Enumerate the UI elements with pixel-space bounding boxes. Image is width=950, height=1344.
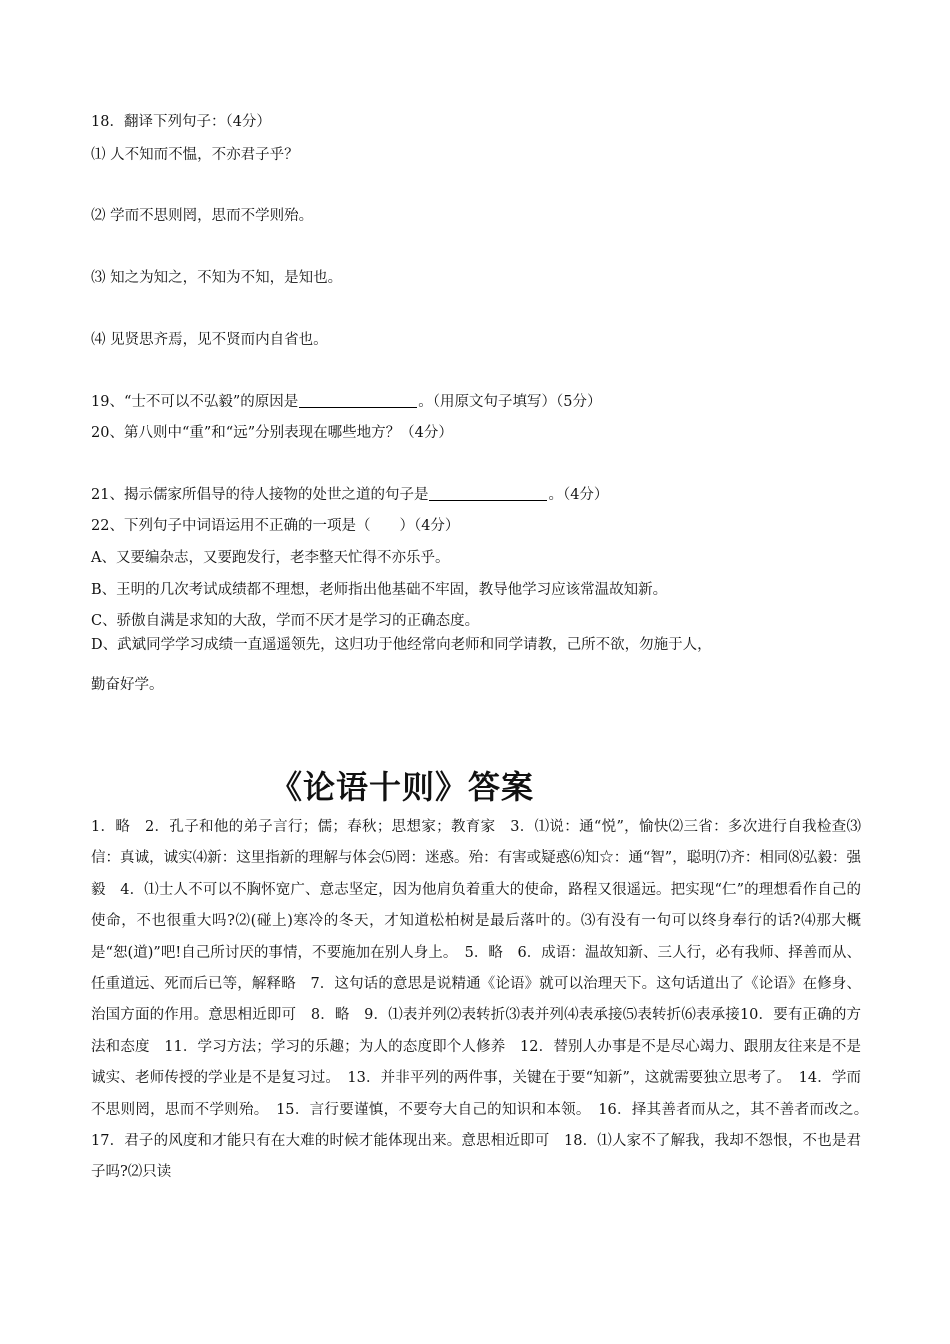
q19 — [91, 392, 602, 412]
q18-title: 18．翻译下列句子：（4分） — [91, 114, 271, 130]
q22-option-b: B、王明的几次考试成绩都不理想，老师指出他基础不牢固，教导他学习应该常温故知新。 — [91, 582, 668, 598]
q22-option-d-line-2: 勤奋好学。 — [91, 677, 164, 693]
q18-sentence-1: ⑴ 人不知而不愠，不亦君子乎？ — [91, 147, 299, 163]
q22-option-d-line-1: D、武斌同学学习成绩一直遥遥领先，这归功于他经常向老师和同学请教，己所不欲，勿施于人， — [91, 637, 712, 653]
q22-option-c: C、骄傲自满是求知的大敌，学而不厌才是学习的正确态度。 — [91, 613, 480, 629]
q22-title: 22、下列句子中词语运用不正确的一项是（ ）（4分） — [91, 518, 460, 534]
q18-sentence-4: ⑷ 见贤思齐焉，见不贤而内自省也。 — [91, 332, 328, 348]
q21-suffix: 。（4分） — [548, 487, 609, 503]
q19-answer-blank[interactable] — [299, 393, 417, 408]
q21-answer-blank[interactable] — [429, 486, 547, 501]
q19-suffix: 。（用原文句子填写）（5分） — [418, 394, 602, 410]
q20: 20、第八则中“重”和“远”分别表现在哪些地方？（4分） — [91, 425, 453, 441]
q21-prompt: 21、揭示儒家所倡导的待人接物的处世之道的句子是 — [91, 487, 429, 503]
q18-sentence-3: ⑶ 知之为知之，不知为不知，是知也。 — [91, 270, 343, 286]
q18-sentence-2: ⑵ 学而不思则罔，思而不学则殆。 — [91, 208, 314, 224]
answers-body: 1．略 2．孔子和他的弟子言行；儒；春秋；思想家；教育家 3．⑴说：通“悦”，愉快⑵三省：多次进行自我检查⑶信：真诚，诚实⑷新：这里指新的理解与体会⑸罔：迷惑。殆：有害或疑惑⑹知☆：通“智”，聪明⑺齐：相同⑻弘毅：强毅 4．⑴士人不可以不胸怀宽广、意志坚定，因为他肩负着重大的使命，路程又很遥远。把实现“仁”的理想看作自己的使命，不也很重大吗?⑵(碰上)寒冷的冬天，才知道松柏树是最后落叶的。⑶有没有一句可以终身奉行的话?⑷那大概是“恕(道)”吧!自己所讨厌的事情，不要施加在别人身上。 5．略 6．成语：温故知新、三人行，必有我师、择善而从、任重道远、死而后已等，解释略 7．这句话的意思是说精通《论语》就可以治理天下。这句话道出了《论语》在修身、治国方面的作用。意思相近即可 8．略 9．⑴表并列⑵表转折⑶表并列⑷表承接⑸表转折⑹表承接10．要有正确的方法和态度 11．学习方法；学习的乐趣；为人的态度即个人修养 12．替别人办事是不是尽心竭力、跟朋友往来是不是诚实、老师传授的学业是不是复习过。 13．并非平列的两件事，关键在于要“知新”，这就需要独立思考了。 14．学而不思则罔，思而不学则殆。 15．言行要谨慎，不要夸大自己的知识和本领。 16．择其善者而从之，其不善者而改之。 17．君子的风度和才能只有在大难的时候才能体现出来。意思相近即可 18．⑴人家不了解我，我却不怨恨，不也是君子吗?⑵只读 — [91, 819, 876, 1181]
answers-title: 《论语十则》答案 — [270, 768, 535, 806]
q22-option-a: A、又要编杂志，又要跑发行，老李整天忙得不亦乐乎。 — [91, 550, 450, 566]
q19-prompt: 19、“士不可以不弘毅”的原因是 — [91, 394, 299, 410]
q21 — [91, 485, 608, 505]
